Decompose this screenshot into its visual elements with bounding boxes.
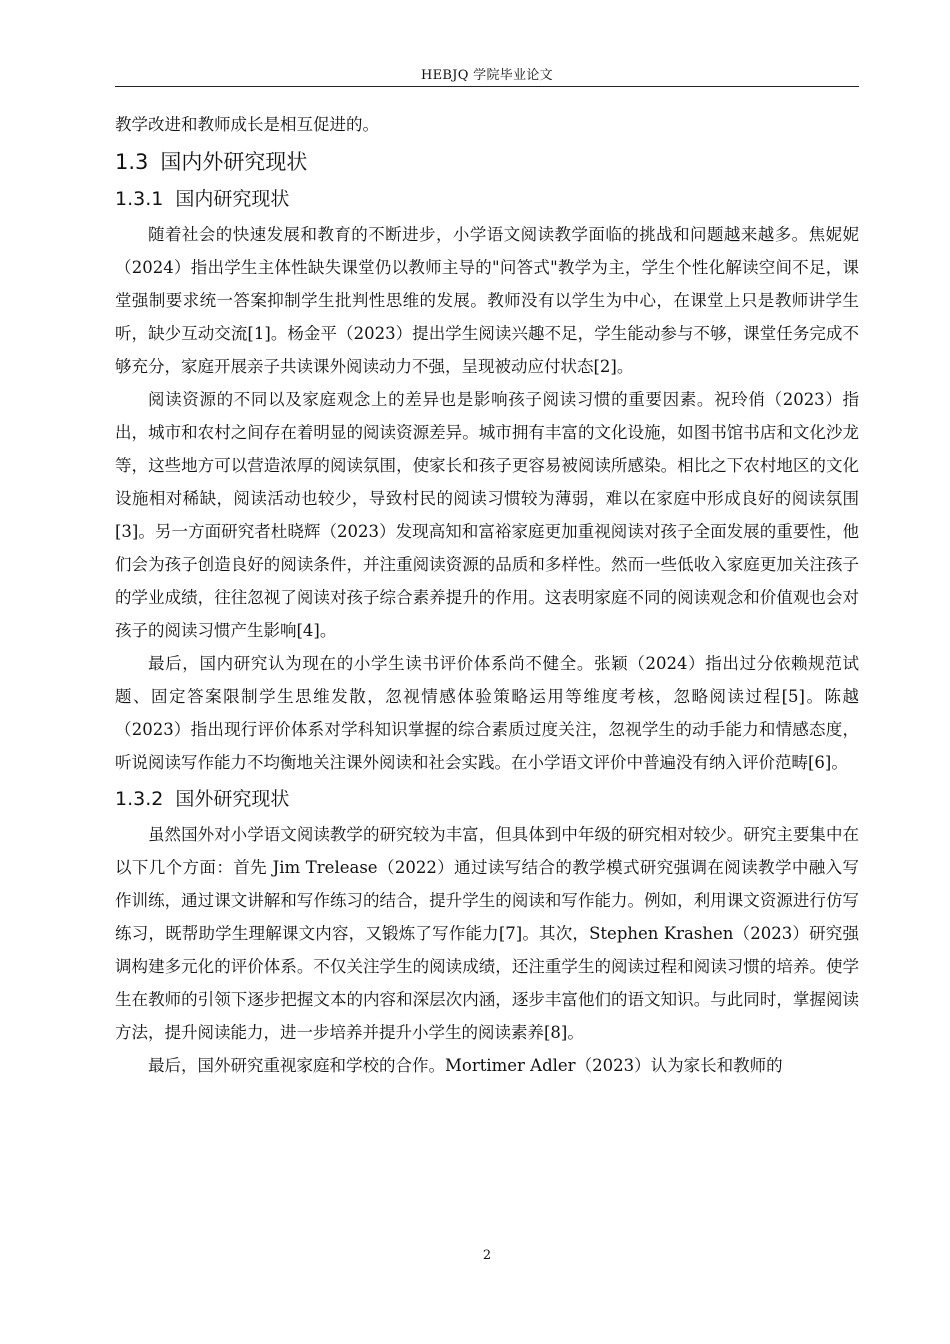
subsection-heading-1-3-2 — [115, 783, 859, 816]
paragraph: 最后，国外研究重视家庭和学校的合作。Mortimer Adler（2023）认为家长和教师的 — [148, 1056, 783, 1075]
section-title: 国内研究现状 — [175, 188, 290, 210]
header-divider — [115, 86, 859, 87]
section-heading-1-3 — [115, 145, 859, 179]
paragraph-intro: 教学改进和教师成长是相互促进的。 — [115, 115, 379, 134]
page-header: HEBJQ 学院毕业论文 — [421, 68, 553, 83]
paragraph: 虽然国外对小学语文阅读教学的研究较为丰富，但具体到中年级的研究相对较少。研究主要集中在以下几个方面：首先 Jim Trelease（2022）通过读写结合的教学模式研究强调在阅读教学中融入写作训练，通过课文讲解和写作练习的结合，提升学生的阅读和写作能力。例如，利用课文资源进行仿写练习，既帮助学生理解课文内容，又锻炼了写作能力[7]。其次，Stephen Krashen（2023）研究强调构建多元化的评价体系。不仅关注学生的阅读成绩，还注重学生的阅读过程和阅读习惯的培养。使学生在教师的引领下逐步把握文本的内容和深层次内涵，逐步丰富他们的语文知识。与此同时，掌握阅读方法，提升阅读能力，进一步培养并提升小学生的阅读素养[8]。 — [115, 825, 859, 1042]
subsection-heading-1-3-1 — [115, 183, 859, 216]
section-number: 1.3 — [115, 150, 149, 174]
paragraph: 随着社会的快速发展和教育的不断进步，小学语文阅读教学面临的挑战和问题越来越多。焦妮妮（2024）指出学生主体性缺失课堂仍以教师主导的"问答式"教学为主，学生个性化解读空间不足，课堂强制要求统一答案抑制学生批判性思维的发展。教师没有以学生为中心，在课堂上只是教师讲学生听，缺少互动交流[1]。杨金平（2023）提出学生阅读兴趣不足，学生能动参与不够，课堂任务完成不够充分，家庭开展亲子共读课外阅读动力不强，呈现被动应付状态[2]。 — [115, 225, 859, 376]
section-number: 1.3.2 — [115, 788, 164, 810]
paragraph: 阅读资源的不同以及家庭观念上的差异也是影响孩子阅读习惯的重要因素。祝玲俏（2023）指出，城市和农村之间存在着明显的阅读资源差异。城市拥有丰富的文化设施，如图书馆书店和文化沙龙等，这些地方可以营造浓厚的阅读氛围，使家长和孩子更容易被阅读所感染。相比之下农村地区的文化设施相对稀缺，阅读活动也较少，导致村民的阅读习惯较为薄弱，难以在家庭中形成良好的阅读氛围[3]。另一方面研究者杜晓辉（2023）发现高知和富裕家庭更加重视阅读对孩子全面发展的重要性，他们会为孩子创造良好的阅读条件，并注重阅读资源的品质和多样性。然而一些低收入家庭更加关注孩子的学业成绩，往往忽视了阅读对孩子综合素养提升的作用。这表明家庭不同的阅读观念和价值观也会对孩子的阅读习惯产生影响[4]。 — [115, 390, 859, 640]
paragraph: 最后，国内研究认为现在的小学生读书评价体系尚不健全。张颖（2024）指出过分依赖规范试题、固定答案限制学生思维发散，忽视情感体验策略运用等维度考核，忽略阅读过程[5]。陈越（2023）指出现行评价体系对学科知识掌握的综合素质过度关注，忽视学生的动手能力和情感态度，听说阅读写作能力不均衡地关注课外阅读和社会实践。在小学语文评价中普遍没有纳入评价范畴[6]。 — [115, 654, 859, 772]
page-number: 2 — [482, 1248, 492, 1263]
section-number: 1.3.1 — [115, 188, 164, 210]
section-title: 国内外研究现状 — [160, 150, 308, 174]
page-content — [115, 108, 859, 1082]
section-title: 国外研究现状 — [175, 788, 290, 810]
